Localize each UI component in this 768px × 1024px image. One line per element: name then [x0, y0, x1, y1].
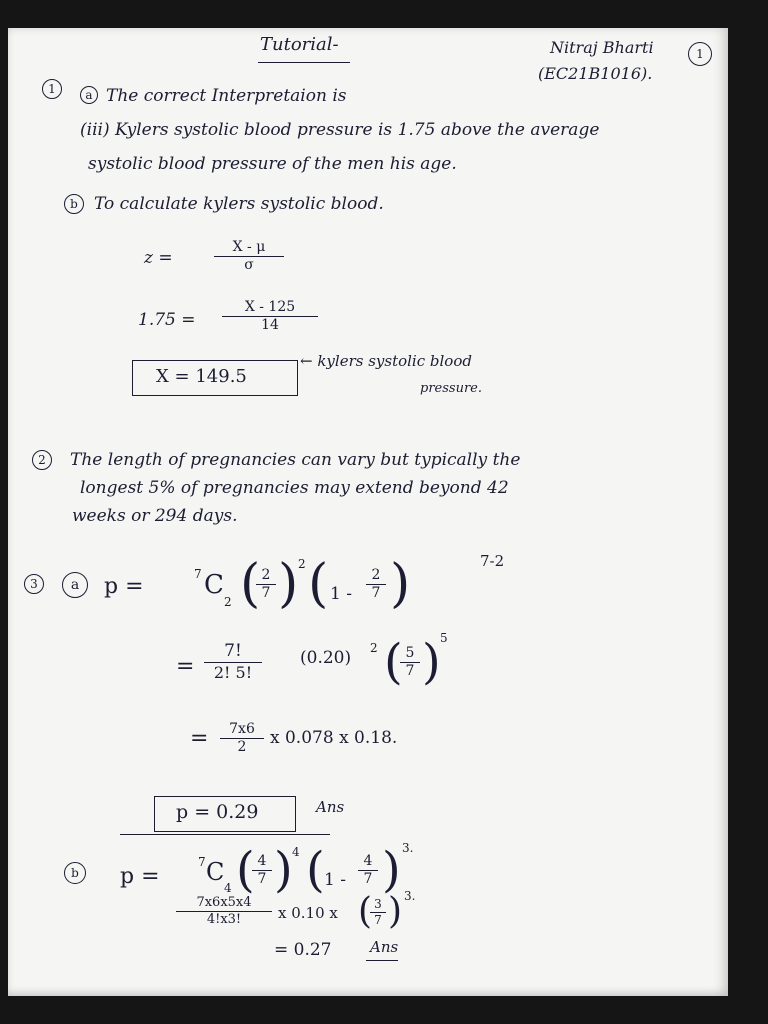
q3a-mark: a	[62, 572, 88, 598]
lineb2-den: 4!x3!	[206, 912, 242, 928]
frac-3-7	[370, 898, 386, 927]
author-name: Nitraj Bharti	[550, 38, 654, 57]
innerb: 1 -	[324, 870, 346, 890]
ans-tag-a: Ans	[316, 798, 345, 816]
paren-close-5: )	[382, 842, 401, 898]
paren-open-2: (	[308, 554, 329, 614]
inner-one: 1 -	[330, 584, 352, 604]
line3-frac	[220, 722, 264, 756]
frac-den: 7	[371, 585, 381, 602]
combb-sup: 7	[198, 855, 206, 869]
result-note-1: ← kylers systolic blood	[300, 352, 472, 370]
exp-1: 2	[298, 557, 306, 571]
frac-num: 2	[371, 567, 381, 583]
q2-line1: The length of pregnancies can vary but typically the	[70, 450, 521, 470]
eq2-formula	[222, 300, 318, 334]
paren-close-6: )	[388, 891, 403, 932]
frac-den: 7	[261, 585, 271, 602]
paren-close-3: )	[422, 634, 441, 690]
title-underline	[258, 62, 350, 63]
expb-2: 3.	[402, 841, 414, 855]
frac-num: 4	[363, 853, 373, 869]
result-note-2: pressure.	[420, 381, 482, 396]
frac-4-7-a	[252, 854, 272, 888]
line3-rest: x 0.078 x 0.18.	[270, 728, 398, 748]
comb-sub: 2	[224, 595, 232, 609]
frac-den: 7	[374, 913, 382, 928]
q1-number: 1	[42, 79, 62, 99]
notebook-page	[8, 28, 728, 996]
combb-sub: 4	[224, 881, 232, 895]
q3b-mark: b	[64, 862, 86, 884]
expb-3: 3.	[404, 889, 416, 903]
answer-a: p = 0.29	[176, 801, 259, 823]
answer-a-underline	[120, 834, 330, 835]
eq2-num: X - 125	[244, 299, 296, 315]
line3-num: 7x6	[229, 721, 255, 737]
exp-3: 5	[440, 631, 448, 645]
frac-4-7-b	[358, 854, 378, 888]
frac-den: 7	[257, 871, 267, 888]
factorial-den: 2! 5!	[213, 662, 253, 682]
frac-num: 4	[257, 853, 267, 869]
q1a-mark: a	[80, 86, 98, 104]
q2-number: 2	[32, 450, 52, 470]
paren-close-1: )	[278, 554, 299, 614]
q1b-line1: To calculate kylers systolic blood.	[94, 194, 384, 214]
eq2-lhs: 1.75 =	[138, 310, 196, 330]
roll-number: (EC21B1016).	[538, 64, 653, 83]
eq-sign-2: =	[190, 726, 209, 751]
factorial-num: 7!	[224, 641, 242, 661]
page-number: 1	[688, 42, 712, 66]
q2-line2: longest 5% of pregnancies may extend beyond 42	[80, 478, 509, 498]
lineb2-frac	[176, 896, 272, 928]
ans-tag-b: Ans	[370, 938, 399, 956]
frac-2-7-b	[366, 568, 386, 602]
frac-num: 2	[261, 567, 271, 583]
frac-num: 5	[405, 645, 415, 661]
paren-close-2: )	[390, 554, 411, 614]
z-lhs: z =	[144, 248, 173, 268]
frac-den: 7	[363, 871, 373, 888]
comb-C: C	[204, 570, 224, 600]
paren-open-3: (	[384, 634, 403, 690]
frac-num: 3	[374, 897, 382, 911]
z-den: σ	[244, 257, 254, 274]
val-020-exp: 2	[370, 641, 378, 655]
frac-5-7	[400, 646, 420, 680]
page-title: Tutorial-	[260, 34, 339, 55]
exp-big: 7-2	[480, 552, 505, 570]
answer-b: = 0.27	[274, 940, 332, 960]
q1a-line1: The correct Interpretaion is	[106, 86, 347, 106]
q1a-line3: systolic blood pressure of the men his age.	[88, 154, 457, 174]
lineb2-rest: x 0.10 x	[278, 904, 338, 922]
eq2-den: 14	[261, 317, 279, 334]
ans-b-underline	[366, 960, 398, 961]
eq-sign-1: =	[176, 654, 195, 679]
paren-open-1: (	[240, 554, 261, 614]
q1a-line2: (iii) Kylers systolic blood pressure is 1.75 above the average	[80, 120, 600, 140]
paren-open-5: (	[306, 842, 325, 898]
paren-open-6: (	[358, 891, 373, 932]
factorial-frac	[204, 642, 262, 681]
frac-den: 7	[405, 663, 415, 680]
q1b-mark: b	[64, 194, 84, 214]
z-formula	[214, 240, 284, 274]
result-value: X = 149.5	[156, 366, 247, 387]
expb-1: 4	[292, 845, 300, 859]
z-num: X - μ	[232, 239, 266, 255]
frac-2-7-a	[256, 568, 276, 602]
q3b-p-eq: p =	[120, 864, 160, 889]
val-020: (0.20)	[300, 648, 352, 668]
combb-C: C	[206, 858, 225, 886]
q3a-p-eq: p =	[104, 574, 144, 599]
comb-sup: 7	[194, 567, 202, 581]
q3-number: 3	[24, 574, 44, 594]
line3-den: 2	[237, 739, 247, 756]
paren-close-4: )	[274, 842, 293, 898]
lineb2-num: 7x6x5x4	[196, 895, 252, 910]
q2-line3: weeks or 294 days.	[72, 506, 238, 526]
paren-open-4: (	[236, 842, 255, 898]
